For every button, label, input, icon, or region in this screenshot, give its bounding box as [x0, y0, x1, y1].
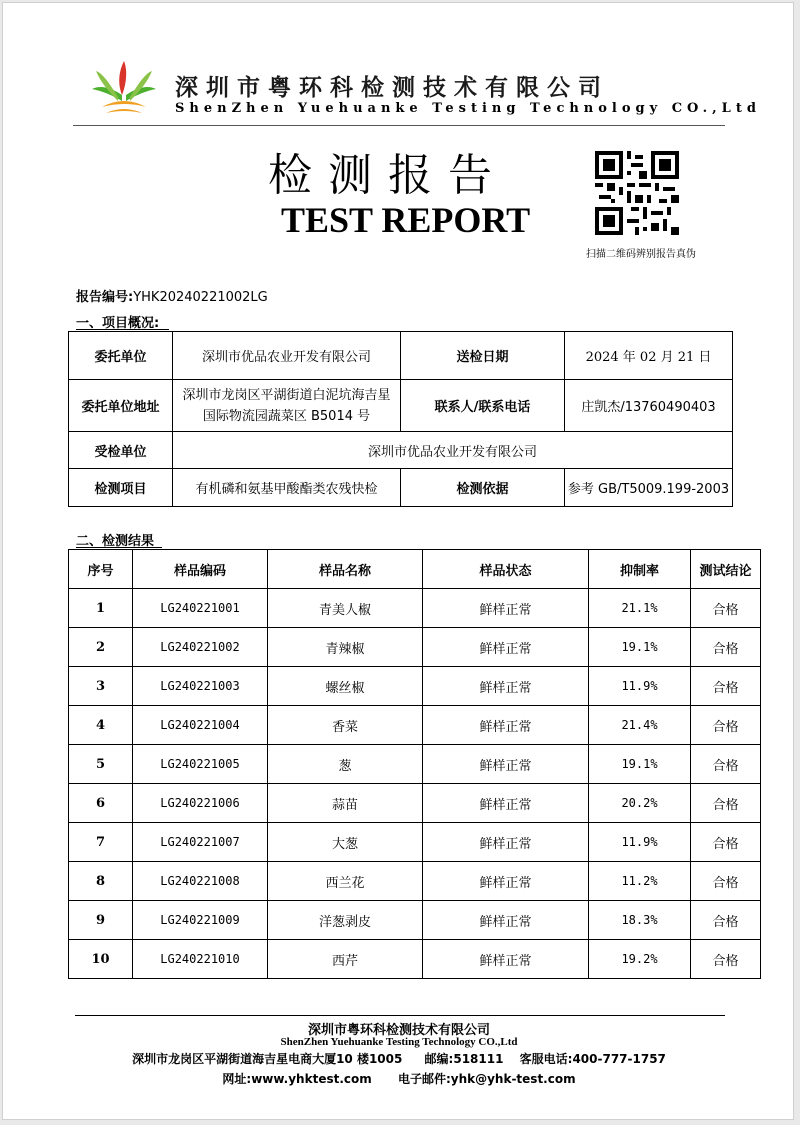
sample-name: 螺丝椒: [268, 667, 423, 706]
report-title-cn: 检测报告: [268, 150, 508, 201]
results-header-row: [69, 550, 761, 589]
row-number: 9: [69, 901, 133, 940]
company-logo-icon: [88, 55, 160, 117]
row-number: 5: [69, 745, 133, 784]
date-value: 2024 年 02 月 21 日: [565, 332, 733, 380]
item-value: 有机磷和氨基甲酸酯类农残快检: [173, 469, 401, 507]
report-number-label: 报告编号:: [76, 290, 134, 305]
sample-state: 鲜样正常: [423, 706, 589, 745]
header-state: 样品状态: [423, 550, 589, 589]
company-name-en: ShenZhen Yuehuanke Testing Technology CO.,Ltd: [175, 101, 761, 116]
footer-email[interactable]: 电子邮件:yhk@yhk-test.com: [397, 1072, 576, 1086]
table-row: [69, 628, 761, 667]
client-label: 委托单位: [69, 332, 173, 380]
test-result: 合格: [691, 862, 761, 901]
footer-address-line: [3, 1050, 795, 1067]
section-results-title: 二、检测结果: [76, 534, 155, 549]
test-result: 合格: [691, 901, 761, 940]
test-result: 合格: [691, 940, 761, 979]
report-page: [2, 2, 794, 1120]
sample-name: 香菜: [268, 706, 423, 745]
sample-code: LG240221008: [133, 862, 268, 901]
header-name: 样品名称: [268, 550, 423, 589]
sample-name: 大葱: [268, 823, 423, 862]
row-number: 3: [69, 667, 133, 706]
row-number: 2: [69, 628, 133, 667]
address-value: 深圳市龙岗区平湖街道白泥坑海吉星国际物流园蔬菜区 B5014 号: [173, 380, 401, 432]
inhibition-rate: 18.3%: [589, 901, 691, 940]
footer-address: 深圳市龙岗区平湖街道海吉星电商大厦10 楼1005: [132, 1052, 403, 1066]
row-number: 1: [69, 589, 133, 628]
table-row: [69, 784, 761, 823]
client-value: 深圳市优品农业开发有限公司: [173, 332, 401, 380]
sample-state: 鲜样正常: [423, 823, 589, 862]
row-number: 7: [69, 823, 133, 862]
footer-company-cn: 深圳市粤环科检测技术有限公司: [307, 1023, 490, 1038]
test-result: 合格: [691, 745, 761, 784]
qr-caption: 扫描二维码辨别报告真伪: [586, 249, 696, 260]
report-title-en: TEST REPORT: [281, 200, 531, 240]
sample-name: 葱: [268, 745, 423, 784]
sample-code: LG240221007: [133, 823, 268, 862]
table-row: [69, 706, 761, 745]
table-row: [69, 823, 761, 862]
company-header: [83, 53, 761, 123]
overview-row: [69, 469, 733, 507]
company-name-cn: 深圳市粤环科检测技术有限公司: [175, 75, 609, 101]
overview-row: [69, 432, 733, 469]
sample-code: LG240221001: [133, 589, 268, 628]
test-result: 合格: [691, 706, 761, 745]
sample-state: 鲜样正常: [423, 901, 589, 940]
report-number: [76, 286, 268, 305]
overview-table: [68, 331, 733, 507]
sample-name: 青辣椒: [268, 628, 423, 667]
sample-state: 鲜样正常: [423, 745, 589, 784]
sample-name: 蒜苗: [268, 784, 423, 823]
sample-name: 西芹: [268, 940, 423, 979]
header-result: 测试结论: [691, 550, 761, 589]
row-number: 8: [69, 862, 133, 901]
report-number-value: YHK20240221002LG: [133, 290, 268, 305]
test-result: 合格: [691, 628, 761, 667]
inhibition-rate: 19.2%: [589, 940, 691, 979]
table-row: [69, 940, 761, 979]
footer-postcode: 邮编:518111: [424, 1052, 504, 1066]
sample-code: LG240221003: [133, 667, 268, 706]
sample-code: LG240221005: [133, 745, 268, 784]
sample-code: LG240221010: [133, 940, 268, 979]
sample-state: 鲜样正常: [423, 667, 589, 706]
inhibition-rate: 19.1%: [589, 745, 691, 784]
section-overview-title: 一、项目概况:: [76, 316, 160, 331]
sample-state: 鲜样正常: [423, 940, 589, 979]
row-number: 6: [69, 784, 133, 823]
footer-company-en: ShenZhen Yuehuanke Testing Technology CO.,Ltd: [280, 1036, 518, 1048]
overview-row: [69, 332, 733, 380]
results-table: [68, 549, 761, 979]
test-result: 合格: [691, 823, 761, 862]
test-result: 合格: [691, 589, 761, 628]
table-row: [69, 862, 761, 901]
sample-code: LG240221009: [133, 901, 268, 940]
footer-phone: 客服电话:400-777-1757: [519, 1052, 666, 1066]
footer-website[interactable]: 网址:www.yhktest.com: [222, 1072, 372, 1086]
sample-state: 鲜样正常: [423, 784, 589, 823]
sample-state: 鲜样正常: [423, 862, 589, 901]
inhibition-rate: 21.1%: [589, 589, 691, 628]
test-result: 合格: [691, 784, 761, 823]
inspected-label: 受检单位: [69, 432, 173, 469]
sample-name: 洋葱剥皮: [268, 901, 423, 940]
row-number: 10: [69, 940, 133, 979]
header-code: 样品编码: [133, 550, 268, 589]
sample-code: LG240221004: [133, 706, 268, 745]
sample-code: LG240221006: [133, 784, 268, 823]
inhibition-rate: 20.2%: [589, 784, 691, 823]
inhibition-rate: 11.2%: [589, 862, 691, 901]
footer-divider: [75, 1015, 725, 1016]
table-row: [69, 901, 761, 940]
header-divider: [73, 125, 725, 126]
qr-code-icon[interactable]: [595, 151, 679, 235]
inspected-value: 深圳市优品农业开发有限公司: [173, 432, 733, 469]
item-label: 检测项目: [69, 469, 173, 507]
table-row: [69, 589, 761, 628]
inhibition-rate: 21.4%: [589, 706, 691, 745]
section-overview-underline: [76, 329, 169, 330]
contact-label: 联系人/联系电话: [401, 380, 565, 432]
sample-name: 西兰花: [268, 862, 423, 901]
table-row: [69, 667, 761, 706]
inhibition-rate: 19.1%: [589, 628, 691, 667]
row-number: 4: [69, 706, 133, 745]
overview-row: [69, 380, 733, 432]
contact-value: 庄凯杰/13760490403: [565, 380, 733, 432]
inhibition-rate: 11.9%: [589, 667, 691, 706]
inhibition-rate: 11.9%: [589, 823, 691, 862]
footer-contact-line: [3, 1070, 795, 1087]
sample-state: 鲜样正常: [423, 589, 589, 628]
address-label: 委托单位地址: [69, 380, 173, 432]
date-label: 送检日期: [401, 332, 565, 380]
table-row: [69, 745, 761, 784]
test-result: 合格: [691, 667, 761, 706]
sample-state: 鲜样正常: [423, 628, 589, 667]
section-results-underline: [76, 547, 162, 548]
header-rate: 抑制率: [589, 550, 691, 589]
header-no: 序号: [69, 550, 133, 589]
basis-value: 参考 GB/T5009.199-2003: [565, 469, 733, 507]
sample-name: 青美人椒: [268, 589, 423, 628]
basis-label: 检测依据: [401, 469, 565, 507]
sample-code: LG240221002: [133, 628, 268, 667]
